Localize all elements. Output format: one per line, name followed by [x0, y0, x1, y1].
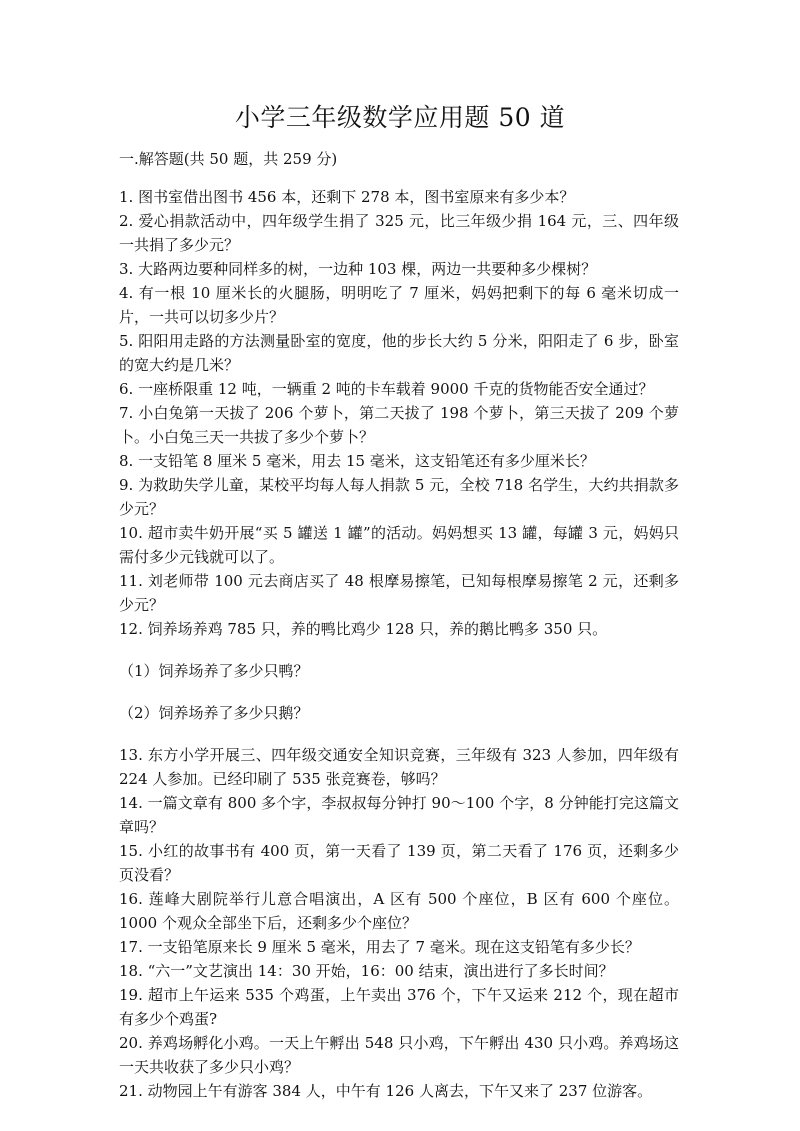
question-6: 6. 一座桥限重 12 吨，一辆重 2 吨的卡车载着 9000 千克的货物能否安全通过？	[119, 380, 654, 398]
question-17: 17. 一支铅笔原来长 9 厘米 5 毫米，用去了 7 毫米。现在这支铅笔有多少长？	[119, 938, 640, 956]
sub-question-1: （1）饲养场养了多少只鸭？	[119, 662, 309, 680]
question-16: 16. 莲峰大剧院举行儿意合唱演出，A 区有 500 个座位，B 区有 600 个座位。1000 个观众全部坐下后，还剩多少个座位？	[119, 890, 679, 932]
question-7: 7. 小白兔第一天拔了 206 个萝卜，第二天拔了 198 个萝卜，第三天拔了 209 个萝卜。小白兔三天一共拔了多少个萝卜？	[119, 404, 679, 446]
question-12: 12. 饲养场养鸡 785 只，养的鸭比鸡少 128 只，养的鹅比鸭多 350 只。	[119, 620, 608, 638]
question-10: 10. 超市卖牛奶开展“买 5 罐送 1 罐”的活动。妈妈想买 13 罐，每罐 3 元，妈妈只需付多少元钱就可以了。	[119, 524, 679, 566]
question-19: 19. 超市上午运来 535 个鸡蛋，上午卖出 376 个，下午又运来 212 个，现在超市有多少个鸡蛋?	[119, 986, 679, 1028]
question-15: 15. 小红的故事书有 400 页，第一天看了 139 页，第二天看了 176 页，还剩多少页没看？	[119, 842, 679, 884]
question-4: 4. 有一根 10 厘米长的火腿肠，明明吃了 7 厘米，妈妈把剩下的每 6 毫米切成一片，一共可以切多少片？	[119, 284, 679, 326]
question-13: 13. 东方小学开展三、四年级交通安全知识竞赛，三年级有 323 人参加，四年级有 224 人参加。已经印刷了 535 张竞赛卷，够吗？	[119, 746, 679, 788]
question-1: 1. 图书室借出图书 456 本，还剩下 278 本，图书室原来有多少本？	[119, 188, 575, 206]
question-14: 14. 一篇文章有 800 多个字，李叔叔每分钟打 90～100 个字，8 分钟能打完这篇文章吗？	[119, 794, 679, 836]
question-11: 11. 刘老师带 100 元去商店买了 48 根摩易擦笔，已知每根摩易擦笔 2 元，还剩多少元？	[119, 572, 679, 614]
question-8: 8. 一支铅笔 8 厘米 5 毫米，用去 15 毫米，这支铅笔还有多少厘米长？	[119, 452, 595, 470]
sub-question-2: （2）饲养场养了多少只鹅？	[119, 704, 309, 722]
document-title: 小学三年级数学应用题 50 道	[234, 103, 566, 132]
question-5: 5. 阳阳用走路的方法测量卧室的宽度，他的步长大约 5 分米，阳阳走了 6 步，卧室的宽大约是几米？	[119, 332, 679, 374]
question-18: 18. “六一”文艺演出 14：30 开始，16：00 结束，演出进行了多长时间？	[119, 962, 614, 980]
question-2: 2. 爱心捐款活动中，四年级学生捐了 325 元，比三年级少捐 164 元，三、四年级一共捐了多少元？	[119, 212, 679, 254]
question-list	[119, 185, 679, 1103]
question-21: 21. 动物园上午有游客 384 人，中午有 126 人离去，下午又来了 237 位游客。	[119, 1082, 653, 1100]
section-heading: 一.解答题(共 50 题，共 259 分)	[119, 150, 338, 168]
question-20: 20. 养鸡场孵化小鸡。一天上午孵出 548 只小鸡，下午孵出 430 只小鸡。养鸡场这一天共收获了多少只小鸡？	[119, 1034, 679, 1076]
question-3: 3. 大路两边要种同样多的树，一边种 103 棵，两边一共要种多少棵树？	[119, 260, 597, 278]
question-9: 9. 为救助失学儿童，某校平均每人每人捐款 5 元，全校 718 名学生，大约共捐款多少元？	[119, 476, 679, 518]
